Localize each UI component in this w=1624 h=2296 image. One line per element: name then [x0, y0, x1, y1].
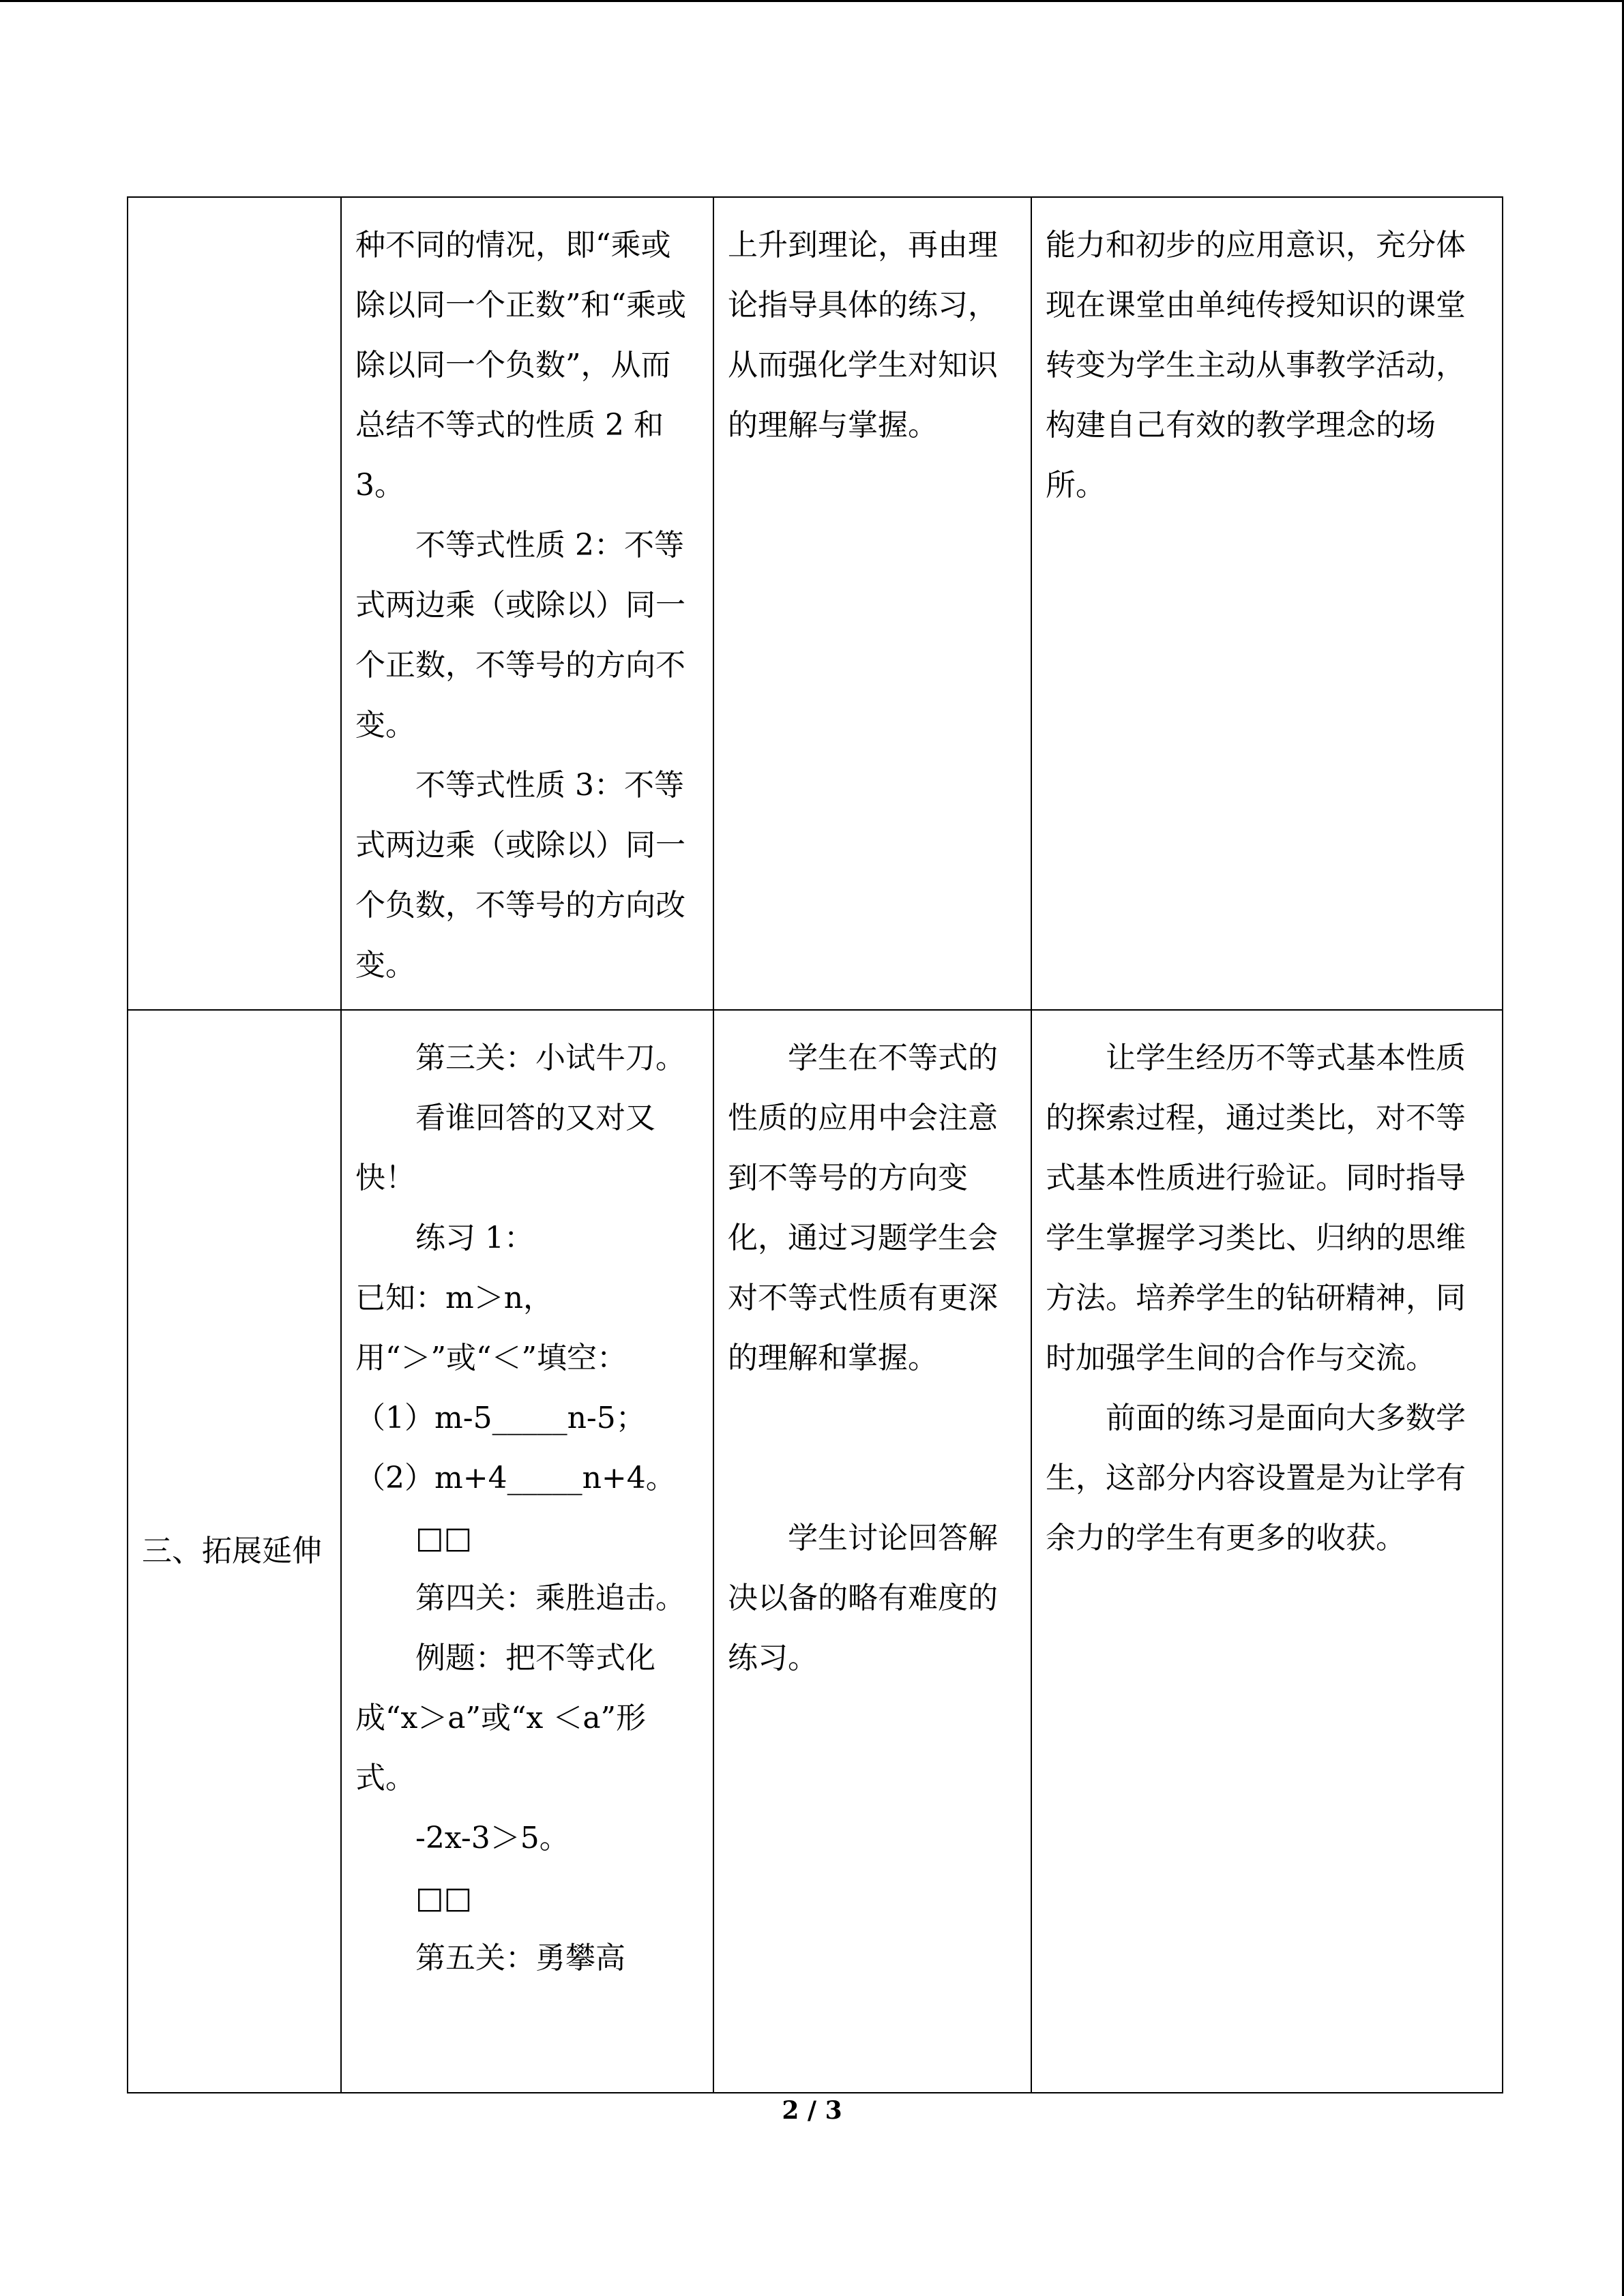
- intent-paragraph: 前面的练习是面向大多数学生，这部分内容设置是为让学有余力的学生有更多的收获。: [1046, 1401, 1466, 1555]
- exercise-item: （1）m-5_____n-5；: [355, 1401, 646, 1435]
- content-paragraph: 已知：m＞n，用“＞”或“＜”填空：: [355, 1281, 627, 1375]
- table-row: [128, 1010, 1503, 2093]
- top-border-line: [0, 0, 1624, 2]
- page-number: 2 / 3: [782, 2096, 842, 2125]
- placeholder-boxes: □□: [415, 1881, 473, 1915]
- student-activity-cell: [713, 197, 1031, 1010]
- design-intent-cell: [1031, 1010, 1503, 2093]
- content-paragraph: 看谁回答的又对又快！: [355, 1101, 655, 1195]
- content-paragraph: 第四关：乘胜追击。: [415, 1581, 685, 1615]
- lesson-plan-table: [127, 196, 1503, 2093]
- content-paragraph: 不等式性质 3：不等式两边乘（或除以）同一个负数，不等号的方向改变。: [355, 768, 685, 983]
- content-paragraph: 第五关：勇攀高: [415, 1941, 625, 1976]
- table-row: [128, 197, 1503, 1010]
- student-paragraph: 学生在不等式的性质的应用中会注意到不等号的方向变化，通过习题学生会对不等式性质有更深的理解和掌握。: [728, 1041, 998, 1375]
- content-paragraph: -2x-3＞5。: [415, 1821, 570, 1855]
- content-paragraph: 种不同的情况，即“乘或除以同一个正数”和“乘或除以同一个负数”，从而总结不等式的性质 2 和 3。: [355, 228, 686, 503]
- content-cell: [341, 1010, 713, 2093]
- intent-paragraph: 让学生经历不等式基本性质的探索过程，通过类比，对不等式基本性质进行验证。同时指导学生掌握学习类比、归纳的思维方法。培养学生的钻研精神，同时加强学生间的合作与交流。: [1046, 1041, 1466, 1375]
- content-paragraph: 例题：把不等式化成“x＞a”或“x ＜a”形式。: [355, 1641, 655, 1795]
- content-cell: [341, 197, 713, 1010]
- stage-cell: 三、拓展延伸: [128, 1010, 341, 2093]
- exercise-item: （2）m+4_____n+4。: [355, 1461, 676, 1495]
- student-paragraph: 上升到理论，再由理论指导具体的练习，从而强化学生对知识的理解与掌握。: [728, 228, 998, 443]
- student-paragraph: 学生讨论回答解决以备的略有难度的练习。: [728, 1521, 998, 1675]
- content-paragraph: 练习 1：: [415, 1221, 534, 1255]
- content-paragraph: 第三关：小试牛刀。: [415, 1041, 685, 1075]
- stage-cell: [128, 197, 341, 1010]
- placeholder-boxes: □□: [415, 1521, 473, 1555]
- spacer: [728, 1388, 1017, 1508]
- design-intent-cell: [1031, 197, 1503, 1010]
- intent-paragraph: 能力和初步的应用意识，充分体现在课堂由单纯传授知识的课堂转变为学生主动从事教学活动，构建自己有效的教学理念的场所。: [1046, 228, 1466, 503]
- student-activity-cell: [713, 1010, 1031, 2093]
- content-paragraph: 不等式性质 2：不等式两边乘（或除以）同一个正数，不等号的方向不变。: [355, 528, 685, 743]
